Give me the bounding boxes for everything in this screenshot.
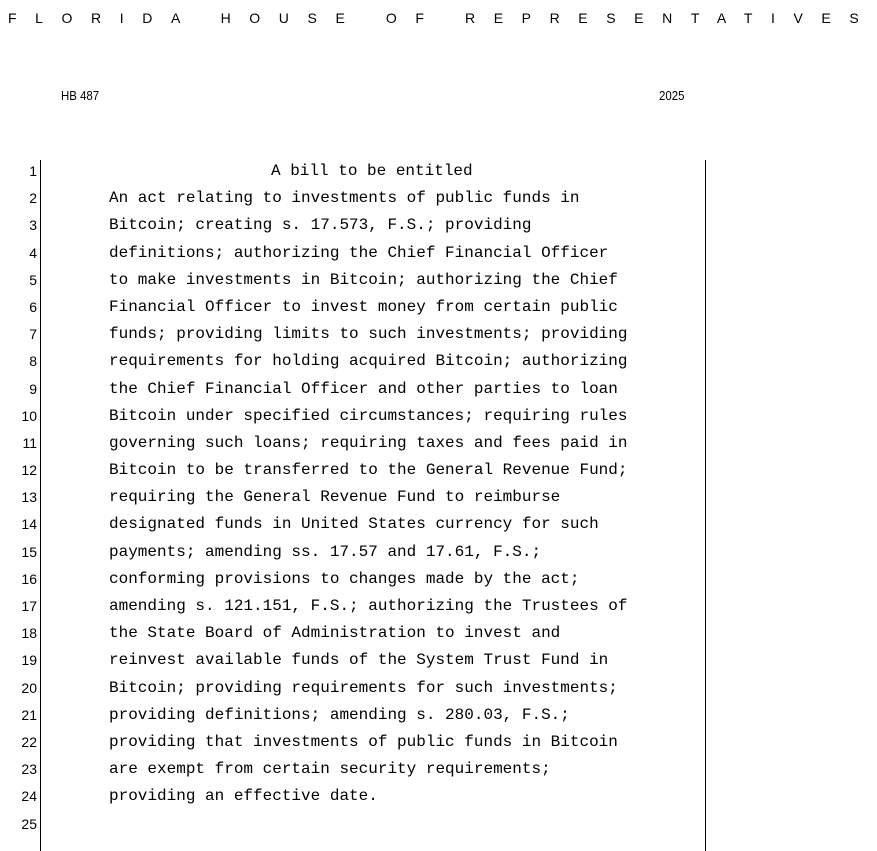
bill-text-line: providing that investments of public funds in Bitcoin (109, 732, 618, 751)
left-margin-rule (40, 160, 41, 851)
line-number: 14 (21, 516, 37, 533)
bill-text-line: the Chief Financial Officer and other parties to loan (109, 379, 618, 398)
line-number: 2 (29, 190, 37, 207)
chamber-header: FLORIDA HOUSE OF REPRESENTATIVES (8, 10, 877, 26)
bill-text-line: Bitcoin under specified circumstances; requiring rules (109, 406, 628, 425)
line-number: 25 (21, 815, 37, 832)
bill-text-line: are exempt from certain security requirements; (109, 760, 551, 779)
line-number: 5 (29, 271, 37, 288)
line-number: 13 (21, 489, 37, 506)
bill-text-line: reinvest available funds of the System Trust Fund in (109, 651, 609, 670)
line-number: 17 (21, 598, 37, 614)
bill-text-line: providing definitions; amending s. 280.03, F.S.; (109, 705, 570, 724)
bill-text-line: requirements for holding acquired Bitcoin; authorizing (109, 352, 628, 371)
bill-text-line: Financial Officer to invest money from certain public (109, 297, 618, 316)
line-number: 18 (21, 625, 37, 642)
line-number: 20 (21, 679, 37, 696)
line-number: 3 (29, 217, 37, 234)
bill-text-line: Bitcoin to be transferred to the General Revenue Fund; (109, 461, 628, 480)
line-number: 24 (21, 788, 37, 805)
line-number: 8 (29, 353, 37, 370)
line-number: 10 (21, 407, 37, 424)
bill-text-line: Bitcoin; providing requirements for such investments; (109, 678, 618, 697)
line-number: 15 (21, 543, 37, 560)
bill-text-line: payments; amending ss. 17.57 and 17.61, F.S.; (109, 542, 542, 561)
bill-text-line: requiring the General Revenue Fund to reimburse (109, 488, 561, 507)
line-number-column (0, 162, 37, 842)
bill-text-line: to make investments in Bitcoin; authorizing the Chief (109, 270, 618, 289)
line-number: 6 (29, 298, 37, 315)
bill-text-line: designated funds in United States currency for such (109, 515, 599, 534)
line-number: 9 (29, 380, 37, 397)
bill-text-line: governing such loans; requiring taxes and fees paid in (109, 433, 628, 452)
line-number: 22 (21, 733, 37, 750)
bill-text-line: funds; providing limits to such investments; providing (109, 325, 628, 344)
bill-title-line: A bill to be entitled (271, 162, 473, 180)
bill-text-line: amending s. 121.151, F.S.; authorizing the Trustees of (109, 597, 628, 615)
bill-text-line: providing an effective date. (109, 787, 378, 806)
line-number: 7 (29, 326, 37, 343)
bill-text-line: An act relating to investments of public funds in (109, 189, 580, 208)
line-number: 23 (21, 761, 37, 778)
line-number: 1 (29, 163, 37, 179)
bill-text-body (109, 162, 699, 842)
right-margin-rule (705, 160, 706, 851)
line-number: 21 (21, 706, 37, 723)
bill-text-line: conforming provisions to changes made by the act; (109, 569, 580, 588)
session-year: 2025 (659, 88, 685, 103)
bill-number: HB 487 (61, 88, 100, 103)
line-number: 4 (29, 244, 37, 261)
bill-text-line: Bitcoin; creating s. 17.573, F.S.; providing (109, 216, 532, 235)
line-number: 19 (21, 652, 37, 669)
line-number: 12 (21, 462, 37, 479)
bill-text-line (109, 815, 699, 842)
bill-text-line: definitions; authorizing the Chief Financial Officer (109, 243, 609, 262)
bill-text-line: the State Board of Administration to invest and (109, 624, 561, 643)
line-number: 11 (22, 434, 37, 451)
line-number: 16 (21, 570, 37, 587)
